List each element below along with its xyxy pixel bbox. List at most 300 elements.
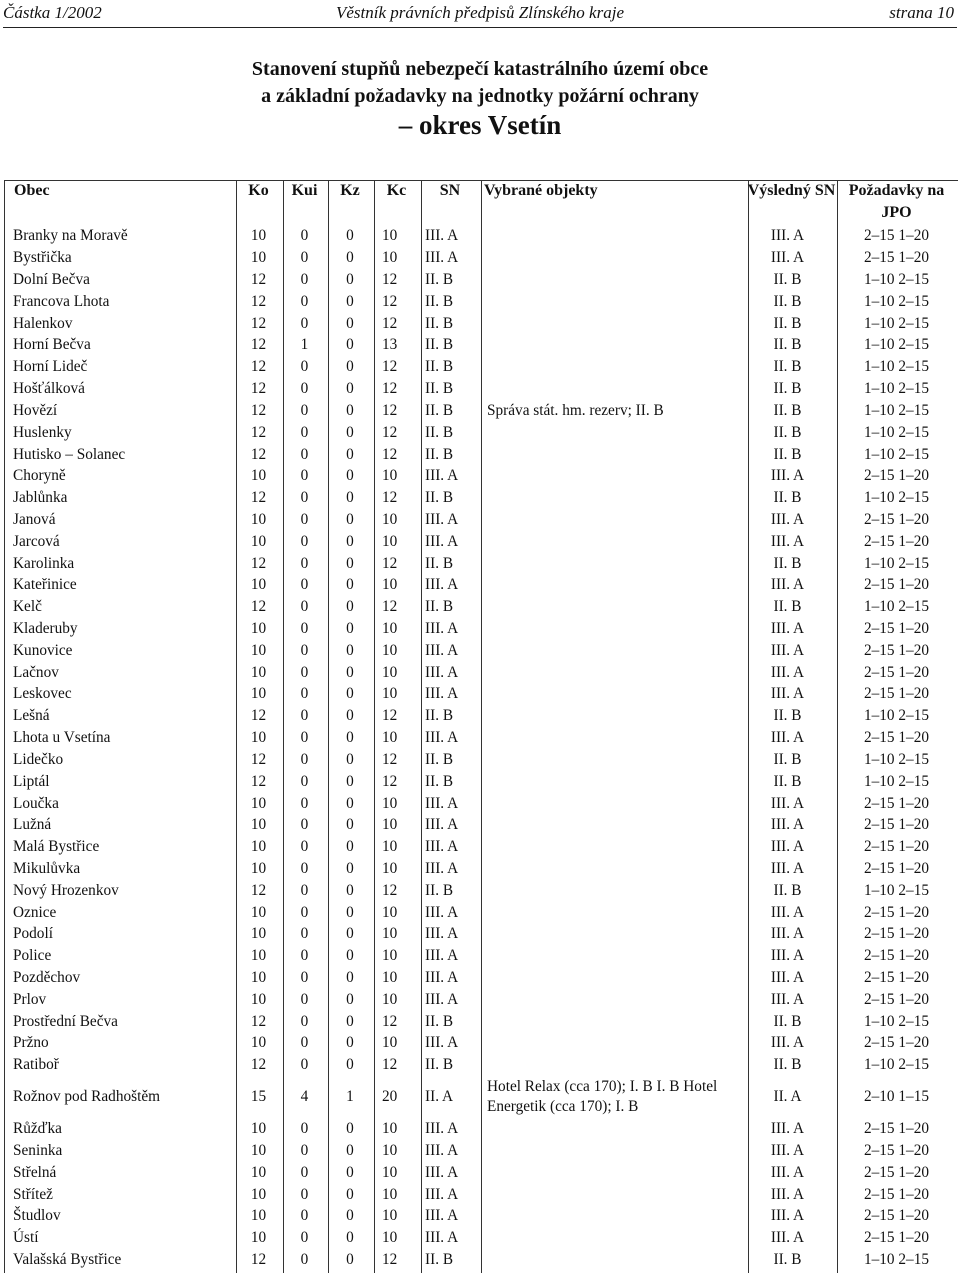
table-row	[4, 574, 957, 596]
cell-kui: 0	[300, 510, 309, 528]
cell-sn: III. A	[425, 903, 459, 921]
cell-kc: 10	[382, 1163, 398, 1181]
cell-pozadavky: 1–10 2–15	[863, 336, 929, 354]
cell-sn: III. A	[425, 576, 459, 594]
cell-kui: 0	[300, 1229, 309, 1247]
cell-sn: III. A	[425, 859, 459, 877]
cell-vybrane-objekty	[480, 1010, 747, 1032]
cell-vysledny-sn: III. A	[770, 576, 805, 594]
cell-ko: 10	[250, 1229, 267, 1247]
cell-kc: 10	[382, 576, 398, 594]
cell-obec: Střelná	[13, 1163, 57, 1181]
cell-vysledny-sn: II. B	[773, 1012, 802, 1030]
cell-obec: Lešná	[13, 707, 50, 725]
cell-obec: Hošťálková	[13, 380, 85, 398]
cell-kui: 0	[300, 1056, 309, 1074]
cell-kui: 0	[300, 598, 309, 616]
cell-obec: Kelč	[13, 598, 42, 616]
cell-kui: 0	[300, 1185, 309, 1203]
table-row	[4, 487, 957, 509]
cell-pozadavky: 2–15 1–20	[863, 685, 929, 703]
cell-kui: 0	[300, 641, 309, 659]
cell-kz: 0	[346, 729, 354, 747]
cell-vysledny-sn: III. A	[770, 510, 805, 528]
table-row	[4, 901, 957, 923]
cell-pozadavky: 2–15 1–20	[863, 663, 929, 681]
cell-ko: 10	[250, 990, 267, 1008]
cell-obec: Ústí	[13, 1229, 39, 1247]
cell-ko: 10	[250, 467, 267, 485]
table-row	[4, 378, 957, 400]
cell-pozadavky: 2–15 1–20	[863, 1034, 929, 1052]
cell-kui: 0	[300, 1250, 309, 1268]
cell-vysledny-sn: II. B	[773, 750, 802, 768]
table-row	[4, 509, 957, 531]
cell-vybrane-objekty	[480, 574, 747, 596]
col-header-pozadavky: Požadavky na JPO	[848, 182, 945, 221]
cell-obec: Janová	[13, 510, 56, 528]
cell-ko: 10	[250, 1034, 267, 1052]
cell-kc: 10	[382, 729, 398, 747]
table-row	[4, 814, 957, 836]
cell-kc: 10	[382, 510, 398, 528]
cell-kc: 10	[382, 663, 398, 681]
cell-pozadavky: 2–15 1–20	[863, 816, 929, 834]
cell-obec: Lhota u Vsetína	[13, 729, 111, 747]
cell-pozadavky: 2–15 1–20	[863, 947, 929, 965]
cell-sn: III. A	[425, 1120, 459, 1138]
cell-kc: 12	[382, 292, 398, 310]
cell-sn: II. B	[425, 750, 454, 768]
cell-kui: 0	[300, 358, 309, 376]
cell-pozadavky: 1–10 2–15	[863, 292, 929, 310]
cell-ko: 12	[250, 445, 267, 463]
cell-pozadavky: 2–15 1–20	[863, 249, 929, 267]
cell-sn: III. A	[425, 1185, 459, 1203]
cell-vysledny-sn: III. A	[770, 969, 805, 987]
cell-sn: III. A	[425, 620, 459, 638]
cell-kz: 0	[346, 881, 354, 899]
cell-pozadavky: 1–10 2–15	[863, 314, 929, 332]
cell-pozadavky: 1–10 2–15	[863, 750, 929, 768]
cell-kc: 10	[382, 925, 398, 943]
cell-kc: 12	[382, 750, 398, 768]
cell-ko: 10	[250, 1185, 267, 1203]
cell-kc: 12	[382, 314, 398, 332]
table-row	[4, 1205, 957, 1227]
cell-vybrane-objekty	[480, 1032, 747, 1054]
cell-kui: 0	[300, 685, 309, 703]
cell-kc: 12	[382, 1250, 398, 1268]
cell-sn: II. B	[425, 292, 454, 310]
cell-ko: 10	[250, 947, 267, 965]
cell-vysledny-sn: III. A	[770, 663, 805, 681]
table-row	[4, 967, 957, 989]
cell-kc: 12	[382, 445, 398, 463]
cell-kz: 0	[346, 489, 354, 507]
cell-kz: 0	[346, 1229, 354, 1247]
cell-vysledny-sn: III. A	[770, 620, 805, 638]
cell-kz: 0	[346, 401, 354, 419]
cell-sn: III. A	[425, 532, 459, 550]
cell-vysledny-sn: III. A	[770, 925, 805, 943]
cell-pozadavky: 1–10 2–15	[863, 271, 929, 289]
cell-obec: Horní Bečva	[13, 336, 91, 354]
table-row	[4, 661, 957, 683]
table-row	[4, 749, 957, 771]
cell-obec: Loučka	[13, 794, 59, 812]
table-row	[4, 596, 957, 618]
cell-kc: 12	[382, 358, 398, 376]
cell-pozadavky: 2–15 1–20	[863, 227, 929, 245]
cell-kc: 10	[382, 249, 398, 267]
cell-obec: Hutisko – Solanec	[13, 445, 126, 463]
cell-sn: III. A	[425, 467, 459, 485]
cell-ko: 12	[250, 554, 267, 572]
table-row	[4, 1054, 957, 1076]
cell-vybrane-objekty	[480, 618, 747, 640]
cell-obec: Lužná	[13, 816, 52, 834]
cell-vybrane-objekty	[480, 312, 747, 334]
page-header	[0, 0, 960, 26]
cell-kc: 12	[382, 271, 398, 289]
cell-sn: III. A	[425, 969, 459, 987]
cell-kz: 0	[346, 663, 354, 681]
cell-kz: 0	[346, 227, 354, 245]
cell-obec: Kateřinice	[13, 576, 77, 594]
cell-pozadavky: 2–15 1–20	[863, 838, 929, 856]
cell-sn: III. A	[425, 729, 459, 747]
cell-kz: 0	[346, 510, 354, 528]
cell-kc: 12	[382, 772, 398, 790]
cell-vybrane-objekty	[480, 443, 747, 465]
cell-kz: 0	[346, 445, 354, 463]
cell-obec: Choryně	[13, 467, 66, 485]
col-header-obec: Obec	[14, 182, 50, 199]
cell-obec: Huslenky	[13, 423, 72, 441]
cell-pozadavky: 2–15 1–20	[863, 729, 929, 747]
cell-pozadavky: 2–15 1–20	[863, 532, 929, 550]
cell-vybrane-objekty	[480, 1161, 747, 1183]
cell-vybrane-objekty	[480, 814, 747, 836]
cell-obec: Nový Hrozenkov	[13, 881, 119, 899]
document-title-line-1: Stanovení stupňů nebezpečí katastrálního území obce	[251, 58, 709, 80]
cell-kui: 0	[300, 314, 309, 332]
cell-kz: 0	[346, 423, 354, 441]
table-row	[4, 770, 957, 792]
cell-kui: 0	[300, 772, 309, 790]
cell-vysledny-sn: III. A	[770, 903, 805, 921]
cell-obec: Halenkov	[13, 314, 73, 332]
cell-vysledny-sn: II. B	[773, 423, 802, 441]
cell-ko: 12	[250, 598, 267, 616]
cell-ko: 10	[250, 816, 267, 834]
cell-vybrane-objekty	[480, 1140, 747, 1162]
cell-sn: II. B	[425, 423, 454, 441]
cell-vybrane-objekty	[480, 967, 747, 989]
cell-kc: 10	[382, 990, 398, 1008]
table-row	[4, 858, 957, 880]
cell-pozadavky: 1–10 2–15	[863, 772, 929, 790]
table-row	[4, 1183, 957, 1205]
cell-obec: Prostřední Bečva	[13, 1012, 118, 1030]
table-row	[4, 552, 957, 574]
table-row	[4, 225, 957, 247]
cell-kui: 0	[300, 1207, 309, 1225]
cell-vysledny-sn: III. A	[770, 467, 805, 485]
cell-vysledny-sn: III. A	[770, 1120, 805, 1138]
cell-ko: 10	[250, 838, 267, 856]
cell-kui: 0	[300, 292, 309, 310]
cell-obec: Oznice	[13, 903, 57, 921]
cell-kz: 0	[346, 554, 354, 572]
col-header-vybrane-objekty: Vybrané objekty	[484, 182, 598, 199]
cell-vysledny-sn: III. A	[770, 1034, 805, 1052]
col-header-vysledny-sn: Výsledný SN	[747, 182, 836, 199]
cell-kui: 0	[300, 969, 309, 987]
cell-kz: 0	[346, 620, 354, 638]
col-header-kz: Kz	[340, 182, 360, 199]
cell-pozadavky: 1–10 2–15	[863, 445, 929, 463]
cell-obec: Jablůnka	[13, 489, 68, 507]
cell-vybrane-objekty	[480, 705, 747, 727]
cell-ko: 10	[250, 729, 267, 747]
table-row	[4, 1032, 957, 1054]
cell-obec: Střítež	[13, 1185, 53, 1203]
col-header-sn: SN	[439, 182, 461, 199]
table-row	[4, 683, 957, 705]
cell-pozadavky: 1–10 2–15	[863, 1056, 929, 1074]
cell-kui: 0	[300, 750, 309, 768]
cell-obec: Lačnov	[13, 663, 59, 681]
cell-pozadavky: 1–10 2–15	[863, 554, 929, 572]
cell-vybrane-objekty	[480, 727, 747, 749]
cell-kui: 0	[300, 925, 309, 943]
cell-ko: 15	[250, 1088, 267, 1106]
cell-ko: 10	[250, 532, 267, 550]
cell-kui: 0	[300, 554, 309, 572]
cell-kui: 0	[300, 903, 309, 921]
cell-ko: 12	[250, 1250, 267, 1268]
cell-vysledny-sn: III. A	[770, 859, 805, 877]
cell-obec: Leskovec	[13, 685, 72, 703]
cell-vybrane-objekty	[480, 1183, 747, 1205]
cell-kz: 0	[346, 1141, 354, 1159]
cell-kz: 0	[346, 641, 354, 659]
cell-pozadavky: 2–15 1–20	[863, 903, 929, 921]
document-title-district: – okres Vsetín	[398, 110, 562, 140]
table-row	[4, 1118, 957, 1140]
cell-kui: 0	[300, 1012, 309, 1030]
cell-kz: 0	[346, 532, 354, 550]
cell-sn: III. A	[425, 1163, 459, 1181]
cell-kc: 10	[382, 903, 398, 921]
cell-vysledny-sn: III. A	[770, 641, 805, 659]
cell-obec: Ratiboř	[13, 1056, 59, 1074]
col-header-kui: Kui	[291, 182, 318, 199]
cell-kc: 10	[382, 1207, 398, 1225]
cell-kz: 0	[346, 1056, 354, 1074]
cell-kui: 0	[300, 729, 309, 747]
cell-pozadavky: 1–10 2–15	[863, 423, 929, 441]
cell-vybrane-objekty	[480, 247, 747, 269]
cell-ko: 12	[250, 423, 267, 441]
cell-obec: Karolinka	[13, 554, 75, 572]
cell-pozadavky: 2–15 1–20	[863, 1120, 929, 1138]
table-row	[4, 836, 957, 858]
cell-kz: 0	[346, 816, 354, 834]
cell-obec: Francova Lhota	[13, 292, 110, 310]
cell-kui: 0	[300, 663, 309, 681]
cell-vybrane-objekty	[480, 509, 747, 531]
cell-pozadavky: 2–15 1–20	[863, 467, 929, 485]
cell-pozadavky: 2–15 1–20	[863, 1229, 929, 1247]
cell-sn: II. B	[425, 358, 454, 376]
cell-ko: 10	[250, 925, 267, 943]
cell-kz: 0	[346, 336, 354, 354]
cell-vysledny-sn: II. B	[773, 336, 802, 354]
cell-kui: 0	[300, 859, 309, 877]
cell-kui: 0	[300, 947, 309, 965]
table-row	[4, 530, 957, 552]
cell-sn: III. A	[425, 947, 459, 965]
cell-ko: 12	[250, 336, 267, 354]
cell-kui: 0	[300, 1163, 309, 1181]
table-row	[4, 792, 957, 814]
table-row	[4, 639, 957, 661]
cell-kz: 0	[346, 1012, 354, 1030]
cell-vybrane-objekty	[480, 879, 747, 901]
cell-ko: 12	[250, 292, 267, 310]
cell-sn: III. A	[425, 816, 459, 834]
cell-vysledny-sn: III. A	[770, 685, 805, 703]
cell-sn: II. A	[425, 1088, 454, 1106]
cell-kz: 0	[346, 598, 354, 616]
cell-vysledny-sn: II. B	[773, 489, 802, 507]
cell-sn: II. B	[425, 772, 454, 790]
cell-vysledny-sn: II. B	[773, 401, 802, 419]
cell-ko: 10	[250, 859, 267, 877]
table-row	[4, 1161, 957, 1183]
table-row	[4, 1076, 957, 1118]
cell-sn: II. B	[425, 489, 454, 507]
issue-number: Částka 1/2002	[3, 3, 102, 22]
cell-sn: III. A	[425, 1034, 459, 1052]
cell-kz: 0	[346, 292, 354, 310]
cell-obec: Růžďka	[13, 1120, 62, 1138]
cell-ko: 12	[250, 314, 267, 332]
cell-kui: 0	[300, 620, 309, 638]
cell-ko: 12	[250, 772, 267, 790]
cell-sn: III. A	[425, 249, 459, 267]
cell-kui: 0	[300, 1034, 309, 1052]
cell-vysledny-sn: III. A	[770, 249, 805, 267]
cell-kc: 10	[382, 620, 398, 638]
cell-vysledny-sn: III. A	[770, 947, 805, 965]
cell-kc: 10	[382, 1120, 398, 1138]
cell-vysledny-sn: II. B	[773, 554, 802, 572]
cell-sn: II. B	[425, 881, 454, 899]
cell-vybrane-objekty	[480, 530, 747, 552]
cell-kz: 0	[346, 1034, 354, 1052]
cell-vybrane-objekty	[480, 792, 747, 814]
cell-vysledny-sn: III. A	[770, 729, 805, 747]
cell-kz: 0	[346, 794, 354, 812]
table-row	[4, 421, 957, 443]
cell-sn: II. B	[425, 598, 454, 616]
cell-sn: II. B	[425, 1056, 454, 1074]
cell-vysledny-sn: II. A	[773, 1088, 802, 1106]
table-row	[4, 945, 957, 967]
cell-kui: 4	[300, 1088, 309, 1106]
cell-pozadavky: 2–15 1–20	[863, 794, 929, 812]
page-number: strana 10	[889, 3, 954, 22]
cell-kz: 0	[346, 947, 354, 965]
cell-vysledny-sn: III. A	[770, 227, 805, 245]
table-row	[4, 269, 957, 291]
table-row	[4, 400, 957, 422]
cell-vybrane-objekty	[480, 334, 747, 356]
table-row	[4, 1010, 957, 1032]
cell-kui: 0	[300, 707, 309, 725]
cell-kz: 1	[346, 1088, 354, 1106]
cell-kui: 0	[300, 1141, 309, 1159]
cell-vysledny-sn: III. A	[770, 1163, 805, 1181]
cell-sn: III. A	[425, 1207, 459, 1225]
cell-ko: 12	[250, 380, 267, 398]
cell-pozadavky: 2–15 1–20	[863, 990, 929, 1008]
cell-obec: Seninka	[13, 1141, 63, 1159]
cell-pozadavky: 1–10 2–15	[863, 401, 929, 419]
cell-sn: II. B	[425, 401, 454, 419]
cell-kz: 0	[346, 969, 354, 987]
cell-obec: Podolí	[13, 925, 53, 943]
cell-pozadavky: 2–15 1–20	[863, 1185, 929, 1203]
table-row	[4, 1140, 957, 1162]
cell-kz: 0	[346, 271, 354, 289]
table-row	[4, 923, 957, 945]
cell-kui: 0	[300, 445, 309, 463]
cell-pozadavky: 2–15 1–20	[863, 620, 929, 638]
cell-obec: Kunovice	[13, 641, 73, 659]
cell-kc: 12	[382, 1012, 398, 1030]
cell-pozadavky: 1–10 2–15	[863, 489, 929, 507]
cell-kc: 12	[382, 401, 398, 419]
cell-ko: 12	[250, 358, 267, 376]
cell-ko: 10	[250, 794, 267, 812]
cell-pozadavky: 1–10 2–15	[863, 1012, 929, 1030]
cell-kz: 0	[346, 838, 354, 856]
cell-ko: 10	[250, 249, 267, 267]
cell-ko: 12	[250, 271, 267, 289]
cell-vysledny-sn: II. B	[773, 271, 802, 289]
table-row	[4, 988, 957, 1010]
cell-vybrane-objekty	[480, 356, 747, 378]
cell-kui: 0	[300, 576, 309, 594]
cell-kui: 0	[300, 794, 309, 812]
cell-kz: 0	[346, 903, 354, 921]
cell-kz: 0	[346, 576, 354, 594]
cell-vybrane-objekty	[480, 290, 747, 312]
cell-vybrane-objekty	[480, 1118, 747, 1140]
cell-ko: 10	[250, 1141, 267, 1159]
cell-sn: III. A	[425, 838, 459, 856]
cell-obec: Police	[13, 947, 52, 965]
cell-vybrane-objekty	[480, 1054, 747, 1076]
cell-kc: 12	[382, 1056, 398, 1074]
cell-kc: 10	[382, 969, 398, 987]
cell-vybrane-objekty	[480, 596, 747, 618]
